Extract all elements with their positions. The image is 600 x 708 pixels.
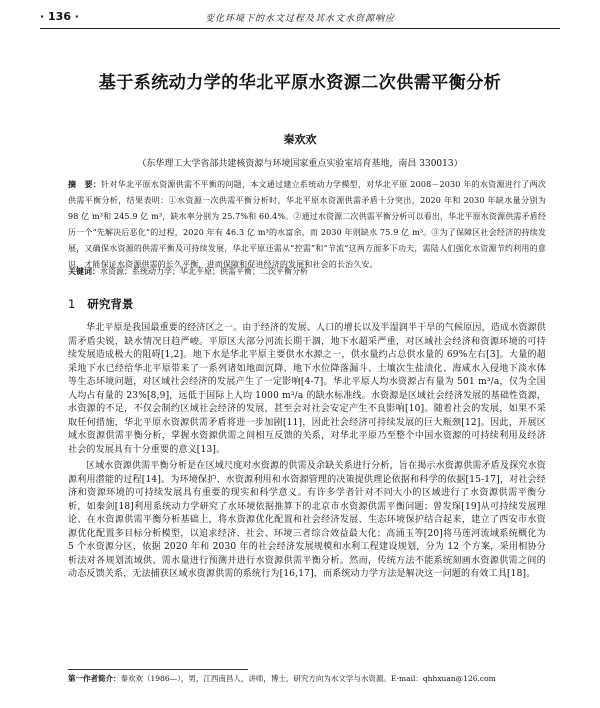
- author-name: 秦欢欢: [283, 133, 317, 146]
- keywords-label: 关键词：: [68, 267, 100, 276]
- section-title: 研究背景: [87, 297, 134, 311]
- journal-title: 变化环境下的水文过程及其水文水资源响应: [204, 14, 395, 24]
- section-heading: [68, 296, 133, 312]
- abstract: [68, 177, 546, 273]
- paragraph: 华北平原是我国最重要的经济区之一。由于经济的发展、人口的增长以及半湿润半干旱的气候原因，造成水资源供需矛盾尖锐，缺水情况日趋严峻。平原区大部分河流长期干涸，地下水超采严重，对区域社会经济和资源环境的可持续发展造成极大的阻碍[1,2]。地下水是华北平原主要供水水源之一，供水量约占总供水量的 69%左右[3]。大量的超采地下水已经给华北平原带来了一系列诸如地面沉降、地下水位降落漏斗、土壤次生盐渍化、海咸水入侵地下淡水体等生态环境问题，对区域社会经济的发展产生了一定影响[4-7]。华北平原人均水资源占有量为 501 m³/a，仅为全国人均占有量的 23%[8,9]，远低于国际上人均 1000 m³/a 的缺水标准线。水资源是区域社会经济发展的基础性资源，水资源的不足，不仅会制约区域社会经济的发展，甚至会对社会安定产生不良影响[10]。随着社会的发展，如果不采取任何措施，华北平原水资源供需矛盾将进一步加剧[11]，因此社会经济可持续发展的巨大瓶颈[12]。因此，开展区域水资源供需平衡分析，掌握水资源供需之间相互反馈的关系，对华北平原乃至整个中国水资源的可持续利用及经济社会的发展具有十分重要的意义[13]。: [68, 323, 547, 455]
- keywords-text: 水资源；系统动力学；华北平原；供需平衡；二次平衡分析: [100, 267, 308, 276]
- footnote-text: 秦欢欢（1986—），男，江西南昌人，讲师，博士，研究方向为水文学与水资源。E-mail：qhhxuan@126.com: [120, 674, 496, 683]
- footnote: [68, 673, 546, 685]
- running-header: [40, 8, 560, 29]
- footnote-label: 第一作者简介：: [68, 674, 121, 683]
- paragraph: 区域水资源供需平衡分析是在区域尺度对水资源的供需及余缺关系进行分析，旨在揭示水资源供需矛盾及探究水资源利用潜能的过程[14]。为环境保护、水资源利用和水资源管理的决策提供理论依据和科学的依据[15-17]，对社会经济和资源环境的可持续发展具有重要的现实和科学意义。有许多学者针对不同大小的区域进行了水资源供需平衡分析，如秦剑[18]利用系统动力学研究了水环境依据推算下的北京市水资源供需平衡问题；曾发琛[19]从可持续发展理论、在水资源供需平衡分析基础上，将水资源优化配置和社会经济发展、生态环境保护结合起来，建立了西安市水资源优化配置多目标分析模型，以追求经济、社会、环境三者综合效益最大化；高涌玉等[20]将马莲河流域系统概化为 5 个水资源分区，依据 2020 年和 2030 年的社会经济发展规模和水利工程建设规划，分为 12 个方案，采用相协分析法对各规划流域供、需水量进行预测并进行水资源供需平衡分析。然而，传统方法不能系统刻画水资源供需之间的动态反馈关系，无法捕获区域水资源供需的系统行为[16,17]，而系统动力学方法是解决这一问题的有效工具[18]。: [68, 461, 547, 579]
- paper-title: 基于系统动力学的华北平原水资源二次供需平衡分析: [98, 73, 502, 93]
- keywords: [68, 265, 546, 279]
- abstract-text: 针对华北平原水资源供需不平衡的问题，本文通过建立系统动力学模型，对华北平原 2008－2030 年的水资源进行了两次供需平衡分析，结果表明：①水资源一次供需平衡分析时，华北平原水资源供需矛盾十分突出，2020 年和 2030 年缺水量分别为 98 亿 m³和 245.9 亿 m³，缺水率分别为 25.7%和 60.4%。②通过水资源二次供需平衡分析可以看出，华北平原水资源供需矛盾经历一个“先解决后恶化”的过程，2020 年有 46.3 亿 m³的水富余，而 2030 年则缺水 75.9 亿 m³。③为了保障区社会经济的持续发展，又确保水资源的供需平衡及可持续发展，华北平原还需从“控需”和“节流”这两方面多下功夫，需陆人们强化水资源节约利用的意识，才能保证水资源供需的长久平衡，进而保障和促进经济的发展和社会的长治久安。: [68, 180, 547, 269]
- abstract-label: 摘 要：: [68, 180, 102, 189]
- section-number: 1: [68, 297, 76, 311]
- footnote-rule: [68, 669, 248, 670]
- page-number: · 136 ·: [40, 10, 79, 23]
- affiliation: （东华理工大学省部共建核资源与环境国家重点实验室培育基地，南昌 330013）: [137, 159, 463, 169]
- body-text: [68, 322, 546, 585]
